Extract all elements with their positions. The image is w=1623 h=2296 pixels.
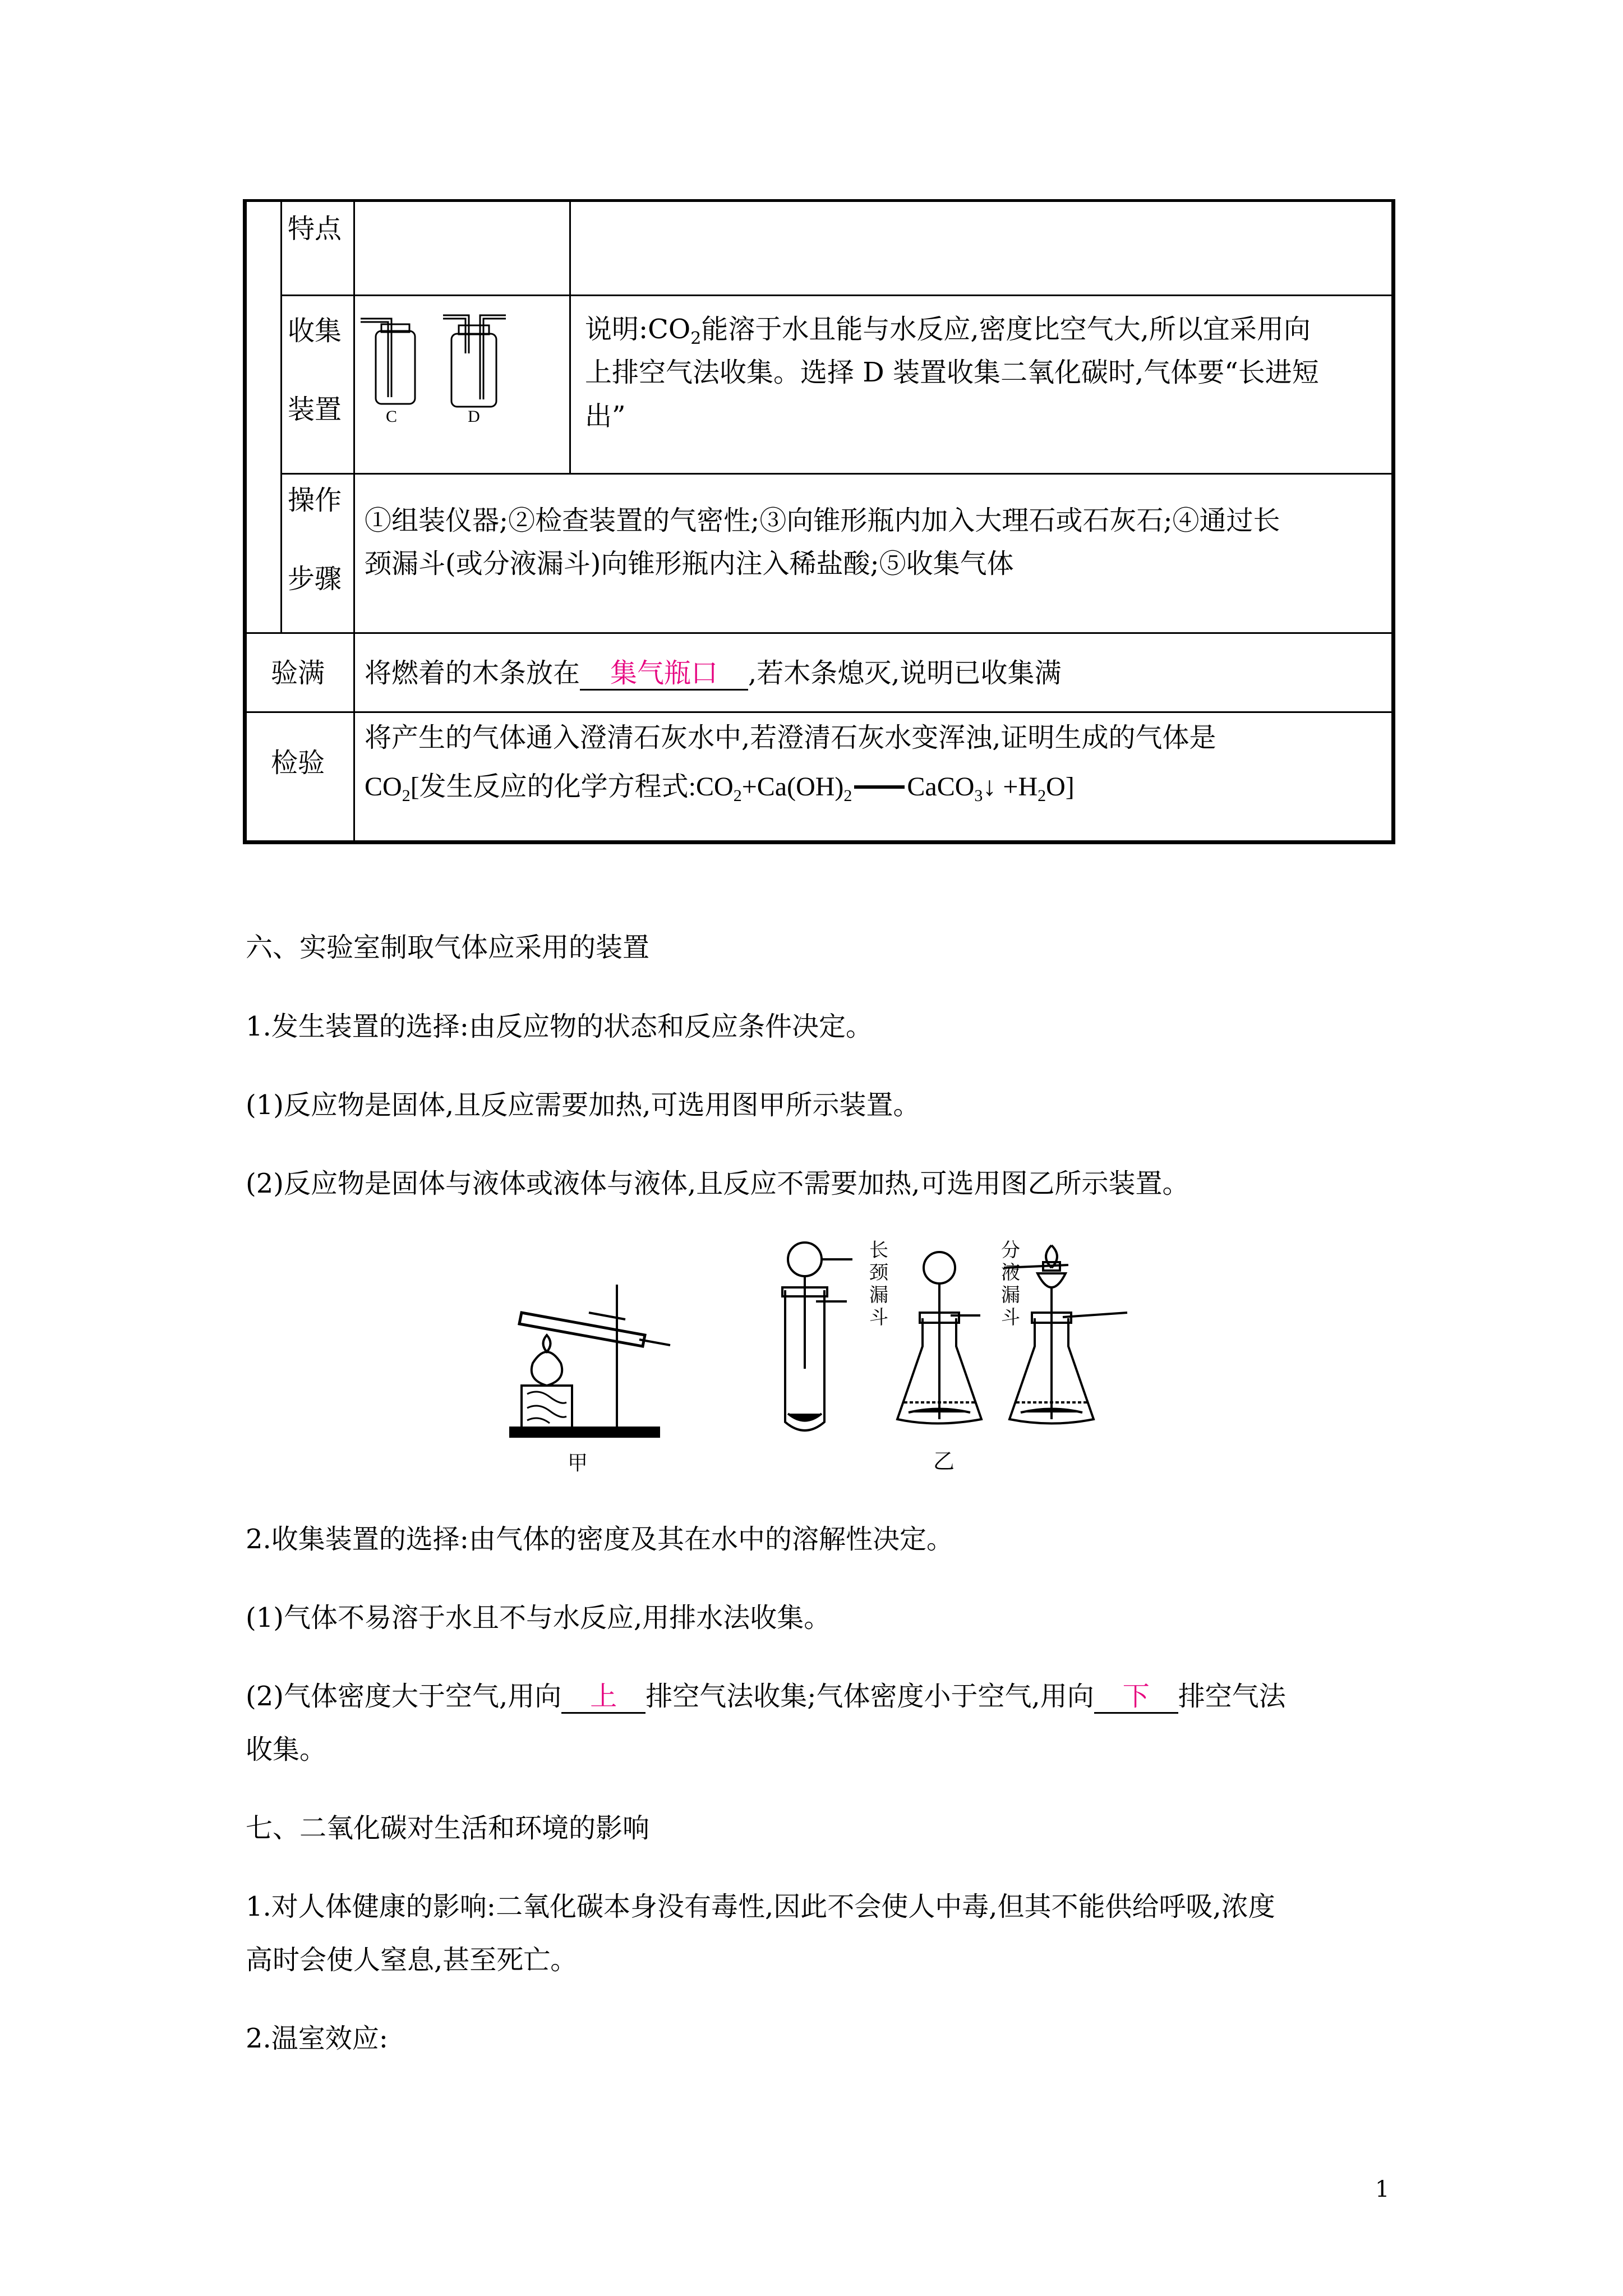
row-label-steps: 操作	[288, 485, 342, 516]
steps-line1: ①组装仪器;②检查装置的气密性;③向锥形瓶内加入大理石或石灰石;④通过长	[365, 505, 1280, 536]
full-check-text: 将燃着的木条放在 集气瓶口 ,若木条熄灭,说明已收集满	[365, 656, 1062, 691]
steps-line2: 颈漏斗(或分液漏斗)向锥形瓶内注入稀盐酸;⑤收集气体	[365, 548, 1014, 579]
long-funnel-label-1: 长	[869, 1239, 888, 1262]
section7-p2: 2.温室效应:	[246, 2023, 388, 2054]
equals-sign	[854, 785, 905, 789]
long-funnel-label-3: 漏	[869, 1284, 888, 1306]
long-funnel-label-2: 颈	[869, 1262, 888, 1284]
fig-label-d: D	[468, 407, 480, 426]
density-answer-down: 下	[1094, 1681, 1178, 1714]
section6-p6: (2)气体密度大于空气,用向 上 排空气法收集;气体密度小于空气,用向 下 排空气法	[246, 1669, 1286, 1724]
test-line2: $CO_2$[发生反应的化学方程式$:CO_2+Ca(OH)_2$ CaCO$_3$↓ $+H_2O$]	[365, 772, 1075, 805]
full-check-answer: 集气瓶口	[580, 657, 748, 691]
density-answer-up: 上	[561, 1681, 645, 1714]
section6-p5: (1)气体不易溶于水且不与水反应,用排水法收集。	[246, 1602, 831, 1634]
heating-apparatus-figure	[505, 1273, 695, 1475]
test-line1: 将产生的气体通入澄清石灰水中,若澄清石灰水变浑浊,证明生成的气体是	[365, 722, 1216, 753]
section7-p1-line1: 1.对人体健康的影响:二氧化碳本身没有毒性,因此不会使人中毒,但其不能供给呼吸,浓度	[246, 1891, 1275, 1922]
long-funnel-label-4: 斗	[869, 1306, 888, 1329]
fig-label-jia: 甲	[567, 1452, 588, 1475]
fig-label-yi: 乙	[933, 1449, 955, 1474]
no-heating-apparatus-figure	[768, 1234, 1150, 1475]
section7-p1-line2: 高时会使人窒息,甚至死亡。	[246, 1944, 578, 1976]
row-label-test: 检验	[271, 747, 325, 779]
section6-p3: (2)反应物是固体与液体或液体与液体,且反应不需要加热,可选用图乙所示装置。	[246, 1168, 1189, 1199]
collect-note-line2: 上排空气法收集。选择 D 装置收集二氧化碳时,气体要“长进短	[585, 357, 1319, 388]
collect-note-line3: 出”	[585, 401, 626, 432]
row-label-steps-2: 步骤	[288, 563, 342, 595]
sep-funnel-label-2: 液	[1001, 1262, 1020, 1284]
collect-note-line1: 说明$:CO_2$能溶于水且能与水反应,密度比空气大,所以宜采用向	[585, 314, 1311, 348]
row-label-features: 特点	[288, 213, 342, 245]
section6-heading: 六、实验室制取气体应采用的装置	[246, 932, 650, 963]
row-label-collect: 收集	[288, 315, 342, 347]
collecting-bottles-figure	[359, 303, 527, 429]
section6-p4: 2.收集装置的选择:由气体的密度及其在水中的溶解性决定。	[246, 1524, 953, 1555]
sep-funnel-label-3: 漏	[1001, 1284, 1020, 1306]
section6-p1: 1.发生装置的选择:由反应物的状态和反应条件决定。	[246, 1011, 873, 1042]
page-number: 1	[1375, 2177, 1390, 2202]
section7-heading: 七、二氧化碳对生活和环境的影响	[246, 1812, 650, 1844]
row-label-collect-2: 装置	[288, 394, 342, 425]
sep-funnel-label-1: 分	[1001, 1239, 1020, 1262]
section6-p6-cont: 收集。	[246, 1734, 327, 1765]
fig-label-c: C	[385, 407, 398, 426]
section6-p2: (1)反应物是固体,且反应需要加热,可选用图甲所示装置。	[246, 1089, 920, 1121]
sep-funnel-label-4: 斗	[1001, 1306, 1020, 1329]
row-label-full: 验满	[271, 657, 325, 689]
